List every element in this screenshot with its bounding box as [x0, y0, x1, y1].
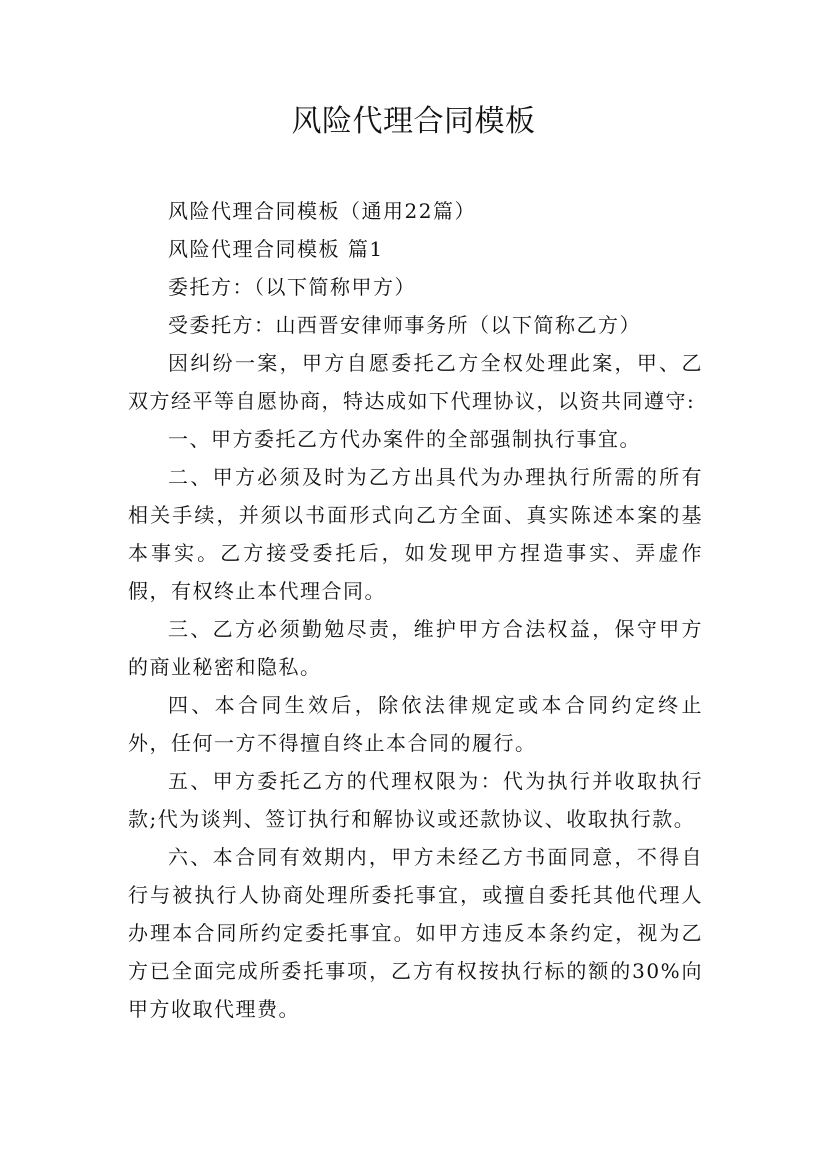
paragraph-preamble: 因纠纷一案，甲方自愿委托乙方全权处理此案，甲、乙双方经平等自愿协商，特达成如下代理协议，以资共同遵守: [128, 351, 703, 413]
paragraph-clause-4: 四、本合同生效后，除依法律规定或本合同约定终止外，任何一方不得擅自终止本合同的履行。 [128, 693, 703, 755]
paragraph-agent: 受委托方：山西晋安律师事务所（以下简称乙方） [168, 313, 641, 337]
paragraph-clause-5: 五、甲方委托乙方的代理权限为：代为执行并收取执行款;代为谈判、签订执行和解协议或还款协议、收取执行款。 [128, 769, 703, 831]
document-body [128, 192, 703, 1028]
paragraph-heading-part1: 风险代理合同模板 篇1 [168, 237, 384, 261]
document-title: 风险代理合同模板 [291, 104, 536, 139]
paragraph-clause-6: 六、本合同有效期内，甲方未经乙方书面同意，不得自行与被执行人协商处理所委托事宜，或擅自委托其他代理人办理本合同所约定委托事宜。如甲方违反本条约定，视为乙方已全面完成所委托事项，乙方有权按执行标的额的30%向甲方收取代理费。 [128, 845, 703, 1021]
paragraph-heading-collection: 风险代理合同模板（通用22篇） [168, 199, 476, 223]
paragraph-clause-1: 一、甲方委托乙方代办案件的全部强制执行事宜。 [168, 427, 641, 451]
paragraph-clause-2: 二、甲方必须及时为乙方出具代为办理执行所需的所有相关手续，并须以书面形式向乙方全面、真实陈述本案的基本事实。乙方接受委托后，如发现甲方捏造事实、弄虚作假，有权终止本代理合同。 [128, 465, 703, 603]
paragraph-client: 委托方：（以下简称甲方） [168, 275, 416, 299]
paragraph-clause-3: 三、乙方必须勤勉尽责，维护甲方合法权益，保守甲方的商业秘密和隐私。 [128, 617, 703, 679]
